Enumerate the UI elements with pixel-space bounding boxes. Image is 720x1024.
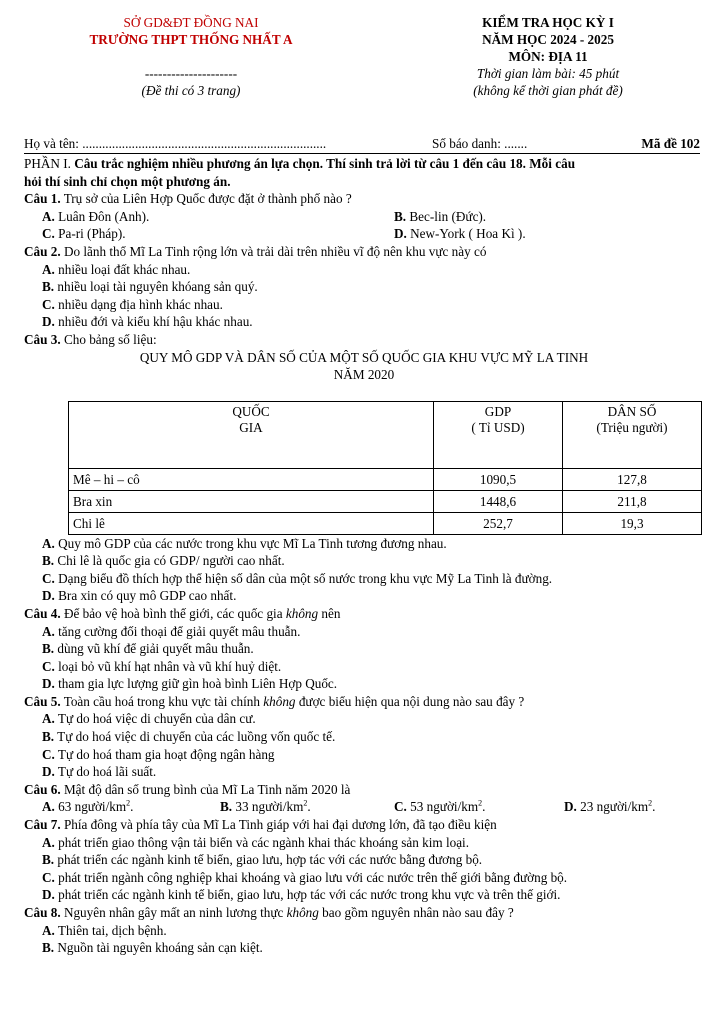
q1-option-c: C. Pa-ri (Pháp). bbox=[42, 226, 126, 242]
q2-option-b: B. nhiều loại tài nguyên khóang sản quý. bbox=[42, 279, 258, 295]
q7-option-c: C. phát triển ngành công nghiệp khai khoáng và giao lưu với các nước trên thế giới bằng đường bộ. bbox=[42, 869, 568, 885]
student-id-field: Số báo danh: ....... bbox=[432, 136, 528, 151]
question-text: Do lãnh thổ Mĩ La Tinh rộng lớn và trải dài trên nhiều vĩ độ nên khu vực này có bbox=[63, 243, 487, 259]
q1-options-row-2 bbox=[24, 225, 704, 243]
exam-body bbox=[24, 155, 704, 957]
q4-option-d: D. tham gia lực lượng giữ gìn hoà bình Liên Hợp Quốc. bbox=[42, 676, 338, 692]
question-text: Toàn cầu hoá trong khu vực tài chính bbox=[63, 693, 264, 709]
question-1 bbox=[24, 190, 704, 208]
header-country: QUỐC GIA bbox=[69, 401, 434, 468]
header-divider bbox=[24, 153, 700, 154]
school-year: NĂM HỌC 2024 - 2025 bbox=[482, 32, 614, 47]
q4-option-c: C. loại bỏ vũ khí hạt nhân và vũ khí huỷ diệt. bbox=[42, 658, 282, 674]
q4-option-b: B. dùng vũ khí để giải quyết mâu thuẫn. bbox=[42, 641, 254, 657]
question-8 bbox=[24, 904, 704, 922]
q6-option-a: A. 63 người/$km^2$. bbox=[42, 799, 134, 815]
pages-note: (Đề thi có 3 trang) bbox=[141, 83, 241, 98]
question-2 bbox=[24, 243, 704, 261]
q3-option-d: D. Bra xin có quy mô GDP cao nhất. bbox=[42, 588, 237, 604]
cell-country: Bra xin bbox=[69, 490, 434, 512]
question-number: Câu 2. bbox=[24, 243, 61, 259]
exam-title: KIỂM TRA HỌC KỲ I bbox=[482, 15, 614, 30]
time-note: (không kể thời gian phát đề) bbox=[473, 83, 623, 98]
header-left bbox=[60, 14, 322, 99]
question-text: Để bảo vệ hoà bình thế giới, các quốc gia bbox=[63, 605, 286, 621]
q2-option-a: A. nhiều loại đất khác nhau. bbox=[42, 261, 191, 277]
question-text: Nguyên nhân gây mất an ninh lương thực bbox=[63, 905, 287, 920]
cell-country: Chi lê bbox=[69, 512, 434, 534]
q8-option-a: A. Thiên tai, dịch bệnh. bbox=[42, 922, 167, 938]
question-text: Phía đông và phía tây của Mĩ La Tinh giáp với hai đại dương lớn, đã tạo điều kiện bbox=[63, 817, 497, 833]
question-4 bbox=[24, 605, 704, 623]
q6-option-b: B. 33 người/$km^2$. bbox=[220, 799, 311, 815]
question-6 bbox=[24, 781, 704, 799]
q7-option-d: D. phát triển các ngành kinh tế biển, giao lưu, hợp tác với các nước trong khu vực và trên thế giới. bbox=[42, 887, 561, 903]
q3-option-c: C. Dạng biểu đồ thích hợp thể hiện số dân của một số nước trong khu vực Mỹ La Tinh là đường. bbox=[42, 570, 553, 586]
q5-option-b: B. Tự do hoá việc di chuyển của các luồng vốn quốc tế. bbox=[42, 729, 336, 745]
cell-gdp: 1090,5 bbox=[434, 468, 563, 490]
question-text-end: được biểu hiện qua nội dung nào sau đây ? bbox=[295, 693, 525, 709]
question-text-end: nên bbox=[318, 605, 341, 621]
header-gdp: GDP ( Tỉ USD) bbox=[434, 401, 563, 468]
table-row bbox=[69, 468, 702, 490]
question-number: Câu 5. bbox=[24, 693, 61, 709]
question-text-end: bao gồm nguyên nhân nào sau đây ? bbox=[318, 905, 514, 920]
part1-instruction-2: hỏi thí sinh chỉ chọn một phương án. bbox=[24, 173, 231, 189]
q7-option-b: B. phát triển các ngành kinh tế biển, giao lưu, hợp tác với các nước bằng đương bộ. bbox=[42, 852, 483, 868]
gdp-population-table bbox=[68, 401, 702, 535]
school-name: TRƯỜNG THPT THỐNG NHẤT A bbox=[89, 32, 293, 47]
q1-option-a: A. Luân Đôn (Anh). bbox=[42, 208, 150, 224]
question-emphasis: không bbox=[263, 693, 296, 709]
student-name-field: Họ và tên: .......................................................................... bbox=[24, 136, 327, 151]
q7-option-a: A. phát triển giao thông vận tải biển và các ngành khai thác khoáng sản kim loại. bbox=[42, 834, 470, 850]
question-number: Câu 1. bbox=[24, 191, 61, 207]
table-title-2: NĂM 2020 bbox=[333, 366, 395, 382]
student-info-row bbox=[24, 136, 700, 152]
subject: MÔN: ĐỊA 11 bbox=[508, 49, 588, 64]
q5-option-d: D. Tự do hoá lãi suất. bbox=[42, 764, 157, 780]
question-5 bbox=[24, 693, 704, 711]
table-header-row bbox=[69, 401, 702, 468]
q6-option-c: C. 53 người/$km^2$. bbox=[394, 799, 486, 815]
q1-options-row-1 bbox=[24, 208, 704, 226]
table-title-1: QUY MÔ GDP VÀ DÂN SỐ CỦA MỘT SỐ QUỐC GIA KHU VỰC MỸ LA TINH bbox=[139, 349, 589, 365]
q5-option-a: A. Tự do hoá việc di chuyển của dân cư. bbox=[42, 711, 256, 727]
cell-country: Mê – hi – cô bbox=[69, 468, 434, 490]
q3-option-a: A. Quy mô GDP của các nước trong khu vực Mĩ La Tinh tương đương nhau. bbox=[42, 535, 447, 551]
q4-option-a: A. tăng cường đối thoại để giải quyết mâu thuẫn. bbox=[42, 623, 301, 639]
question-number: Câu 3. bbox=[24, 331, 61, 347]
cell-population: 19,3 bbox=[563, 512, 702, 534]
part1-label: PHẦN I. bbox=[24, 156, 71, 171]
q2-option-d: D. nhiều đới và kiểu khí hậu khác nhau. bbox=[42, 314, 253, 330]
question-number: Câu 4. bbox=[24, 605, 61, 621]
exam-code: Mã đề 102 bbox=[641, 136, 700, 151]
question-emphasis: không bbox=[285, 605, 319, 621]
q6-options-row bbox=[24, 798, 704, 816]
department-name: SỞ GD&ĐT ĐỒNG NAI bbox=[123, 15, 259, 30]
table-row bbox=[69, 490, 702, 512]
header-population: DÂN SỐ (Triệu người) bbox=[563, 401, 702, 468]
question-text: Mật độ dân số trung bình của Mĩ La Tinh năm 2020 là bbox=[63, 781, 351, 797]
question-number: Câu 7. bbox=[24, 817, 61, 833]
question-number: Câu 8. bbox=[24, 905, 61, 920]
table-row bbox=[69, 512, 702, 534]
q1-option-d: D. New-York ( Hoa Kì ). bbox=[394, 226, 526, 242]
header-right bbox=[418, 14, 678, 99]
question-3 bbox=[24, 331, 704, 349]
cell-population: 211,8 bbox=[563, 490, 702, 512]
question-text: Trụ sở của Liên Hợp Quốc được đặt ở thành phố nào ? bbox=[63, 191, 352, 207]
question-emphasis: không bbox=[286, 905, 319, 920]
q5-option-c: C. Tự do hoá tham gia hoạt động ngân hàng bbox=[42, 746, 275, 762]
cell-gdp: 1448,6 bbox=[434, 490, 563, 512]
q1-option-b: B. Bec-lin (Đức). bbox=[394, 208, 487, 224]
exam-time: Thời gian làm bài: 45 phút bbox=[476, 66, 620, 81]
q2-option-c: C. nhiều dạng địa hình khác nhau. bbox=[42, 296, 223, 312]
q3-option-b: B. Chi lê là quốc gia có GDP/ người cao nhất. bbox=[42, 553, 285, 569]
question-7 bbox=[24, 816, 704, 834]
cell-population: 127,8 bbox=[563, 468, 702, 490]
question-text: Cho bảng số liệu: bbox=[63, 331, 157, 347]
cell-gdp: 252,7 bbox=[434, 512, 563, 534]
header-dashes: --------------------- bbox=[144, 66, 238, 81]
part1-heading bbox=[24, 155, 704, 173]
q6-option-d: D. 23 người/$km^2$. bbox=[564, 799, 656, 815]
question-number: Câu 6. bbox=[24, 781, 61, 797]
q8-option-b: B. Nguồn tài nguyên khoáng sản cạn kiệt. bbox=[42, 940, 263, 956]
part1-instruction-1: Câu trắc nghiệm nhiều phương án lựa chọn. Thí sinh trả lời từ câu 1 đến câu 18. Mỗi câu bbox=[74, 156, 576, 171]
